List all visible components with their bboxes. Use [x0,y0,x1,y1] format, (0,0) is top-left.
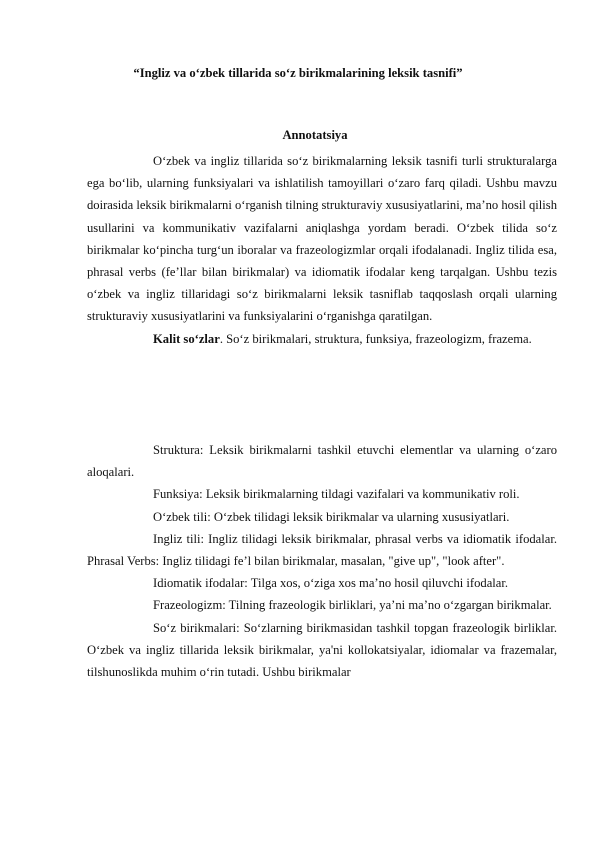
annotation-heading: Annotatsiya [282,128,348,142]
keywords-text: . So‘z birikmalari, struktura, funksiya, frazeologizm, frazema. [219,331,532,346]
keywords-label: Kalit so‘zlar [153,331,220,346]
annotation-paragraph: O‘zbek va ingliz tillarida so‘z birikmalarning leksik tasnifi turli strukturalarga ega bo‘lib, ularning funksiyalari va ishlatilish tamoyillari o‘zaro farq qiladi. Ushbu mavzu doirasida leksik birikmalarni o‘rganish tilning strukturaviy xususiyatlarini, ma’no hosil qilish usullarini va kommunikativ vazifalarni aniqlashga yordam beradi. O‘zbek tilida so‘z birikmalar ko‘pincha turg‘un iboralar va frazeologizmlar orqali ifodalanadi. Ingliz tilida esa, phrasal verbs (fe’llar bilan birikmalar) va idiomatik ifodalar keng tarqalgan. Ushbu tezis o‘zbek va ingliz tillaridagi so‘z birikmalarni leksik tasniflab taqqoslash orqali ularning strukturaviy xususiyatlarini va funksiyalarini o‘rganishga qaratilgan. [87,154,557,324]
definition-paragraph: Ingliz tili: Ingliz tilidagi leksik birikmalar, phrasal verbs va idiomatik ifodalar. Phrasal Verbs: Ingliz tilidagi fe’l bilan birikmalar, masalan, "give up", "look after". [87,531,557,569]
document-title: “Ingliz va o‘zbek tillarida so‘z birikmalarining leksik tasnifi” [133,66,463,80]
definition-paragraph: Funksiya: Leksik birikmalarning tildagi vazifalari va kommunikativ roli. [153,487,520,502]
definitions-section [87,439,557,683]
definition-paragraph: Struktura: Leksik birikmalarni tashkil etuvchi elementlar va ularning o‘zaro aloqalari. [87,443,557,480]
definition-paragraph: So‘z birikmalari: So‘zlarning birikmasidan tashkil topgan frazeologik birliklar. O‘zbek va ingliz tillarida leksik birikmalar, ya'ni kollokatsiyalar, idiomalar va frazemalar, tilshunoslikda muhim o‘rin tutadi. Ushbu birikmalar [87,620,557,680]
keywords-paragraph [87,328,557,350]
definition-paragraph: Frazeologizm: Tilning frazeologik birliklari, ya’ni ma’no o‘zgargan birikmalar. [153,598,552,613]
definition-paragraph: Idiomatik ifodalar: Tilga xos, o‘ziga xos ma’no hosil qiluvchi ifodalar. [153,576,509,591]
definition-paragraph: O‘zbek tili: O‘zbek tilidagi leksik birikmalar va ularning xususiyatlari. [153,509,510,524]
annotation-section [87,150,557,350]
